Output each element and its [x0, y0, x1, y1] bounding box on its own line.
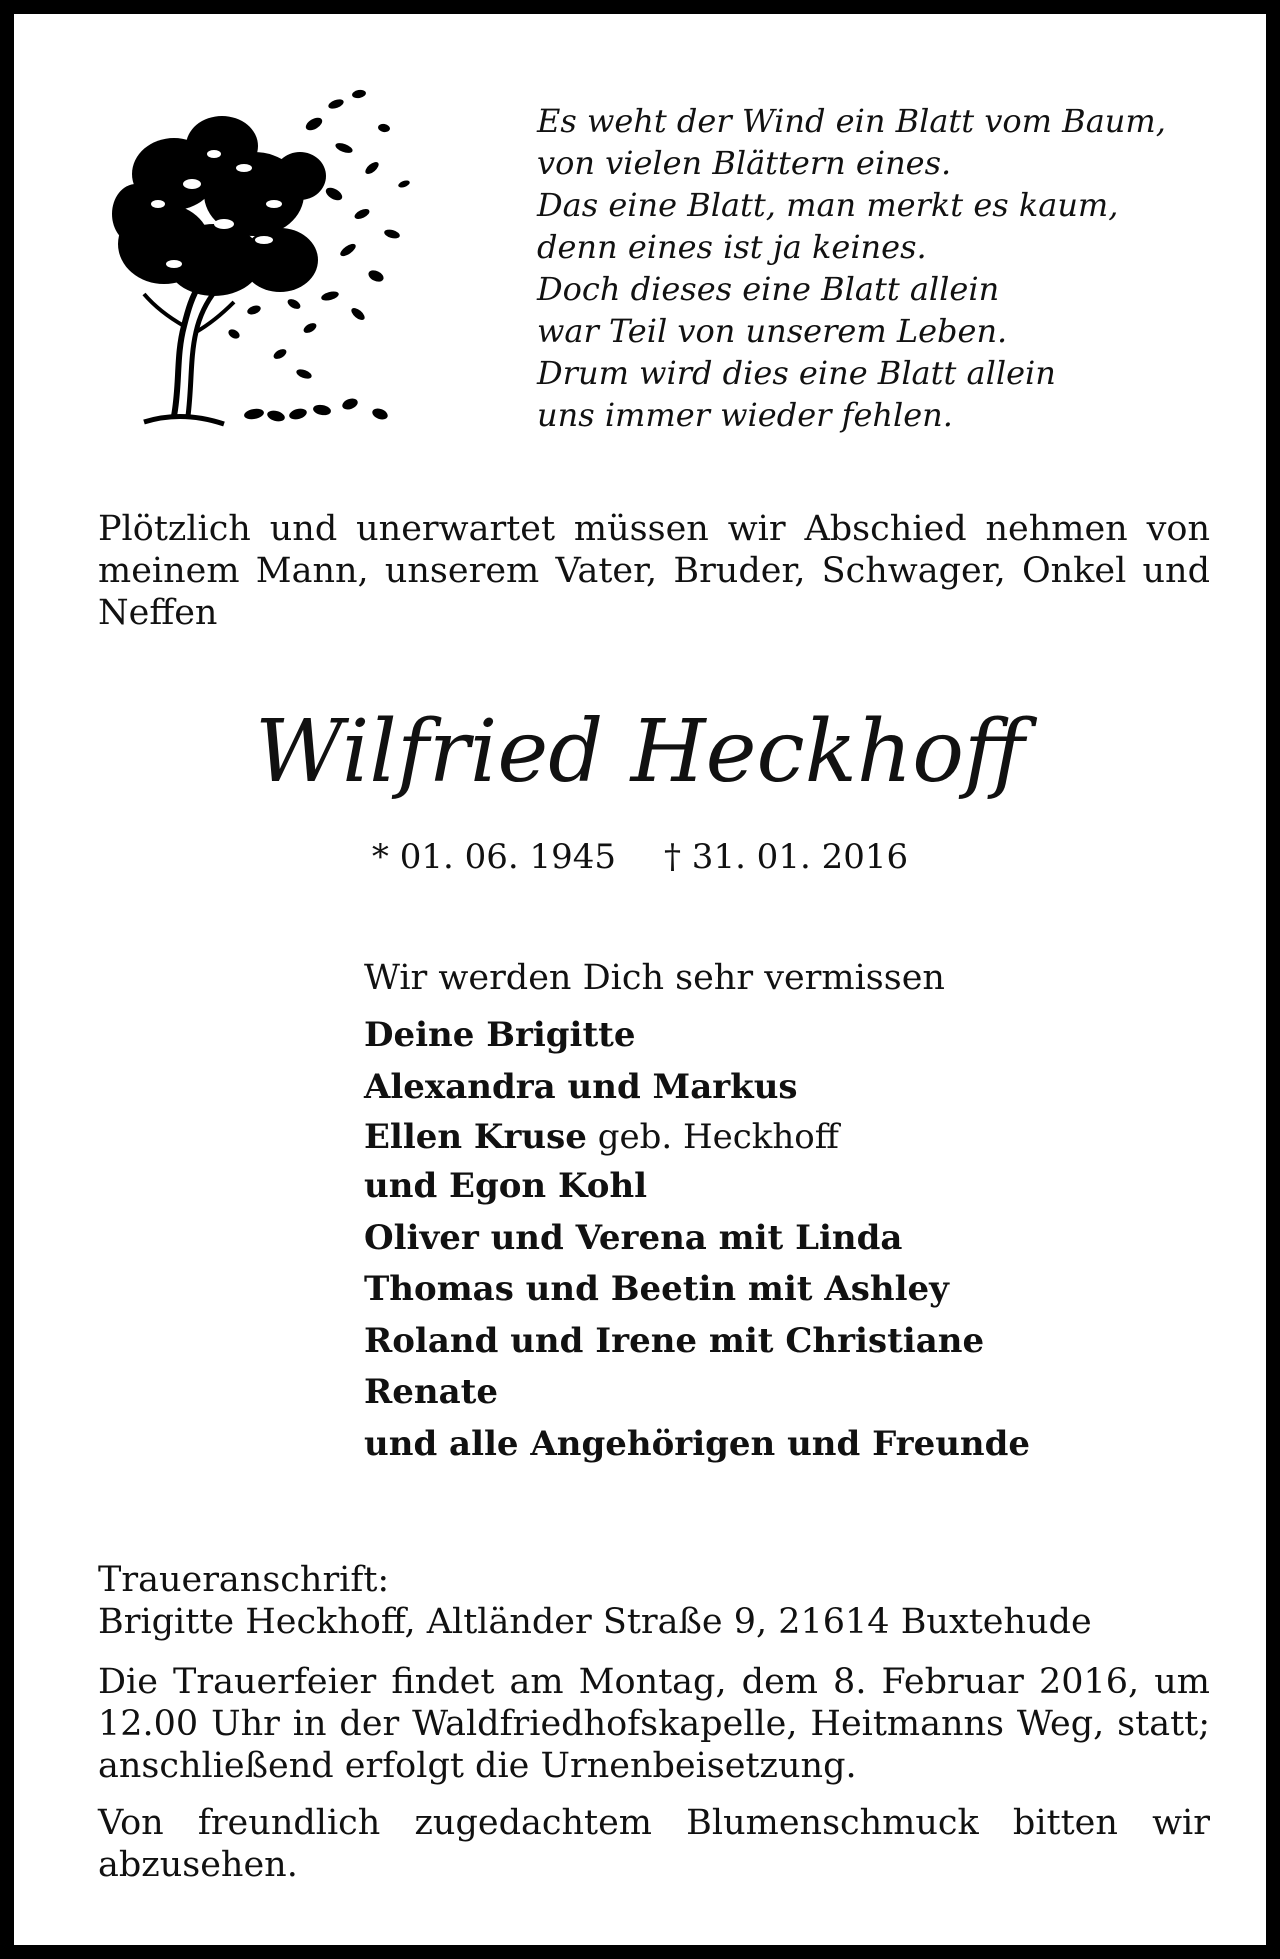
missing-text: Wir werden Dich sehr vermissen [364, 958, 945, 998]
poem-line: Drum wird dies eine Blatt allein [537, 354, 1056, 392]
family-line: und alle Angehörigen und Freunde [364, 1423, 1031, 1464]
intro-text: Plötzlich und unerwartet müssen wir Abschied nehmen von meinem Mann, unserem Vater, Bruder, Schwager, Onkel und Neffen [98, 509, 1210, 633]
family-line-bold: Ellen Kruse [364, 1117, 587, 1157]
flowers-text: Von freundlich zugedachtem Blumenschmuck bitten wir abzusehen. [98, 1803, 1210, 1885]
poem [537, 100, 1237, 436]
deceased-name: Wilfried Heckhoff [255, 702, 1025, 802]
address-value: Brigitte Heckhoff, Altländer Straße 9, 21614 Buxtehude [98, 1602, 1092, 1642]
family-line: Thomas und Beetin mit Ashley [364, 1269, 949, 1309]
family-line: Alexandra und Markus [364, 1066, 798, 1107]
family-signatures [364, 956, 1224, 1470]
poem-line: von vielen Blättern eines. [537, 144, 952, 182]
poem-line: uns immer wieder fehlen. [537, 396, 953, 434]
birth-date: * 01. 06. 1945 [371, 837, 616, 877]
poem-line: war Teil von unserem Leben. [537, 312, 1008, 350]
address-label: Traueranschrift: [98, 1560, 390, 1600]
death-date: † 31. 01. 2016 [664, 837, 909, 877]
wind-blown-tree-icon [104, 64, 414, 434]
poem-line: Das eine Blatt, man merkt es kaum, [537, 186, 1119, 224]
ceremony-block [98, 1661, 1210, 1787]
family-line: und Egon Kohl [364, 1166, 648, 1206]
life-dates [14, 837, 1266, 877]
family-line: Renate [364, 1372, 498, 1412]
family-line: Deine Brigitte [364, 1015, 636, 1055]
family-line [364, 1113, 1224, 1161]
mourning-address [98, 1559, 1210, 1643]
family-line: Oliver und Verena mit Linda [364, 1217, 903, 1258]
poem-line: denn eines ist ja keines. [537, 228, 927, 266]
poem-line: Es weht der Wind ein Blatt vom Baum, [537, 102, 1166, 140]
ceremony-text: Die Trauerfeier findet am Montag, dem 8. Februar 2016, um 12.00 Uhr in der Waldfriedhofskapelle, Heitmanns Weg, statt; anschließend erfolgt die Urnenbeisetzung. [98, 1662, 1210, 1786]
family-line: Roland und Irene mit Christiane [364, 1320, 985, 1361]
flowers-block [98, 1802, 1210, 1886]
family-line-maiden: geb. Heckhoff [586, 1117, 839, 1157]
poem-line: Doch dieses eine Blatt allein [537, 270, 1000, 308]
